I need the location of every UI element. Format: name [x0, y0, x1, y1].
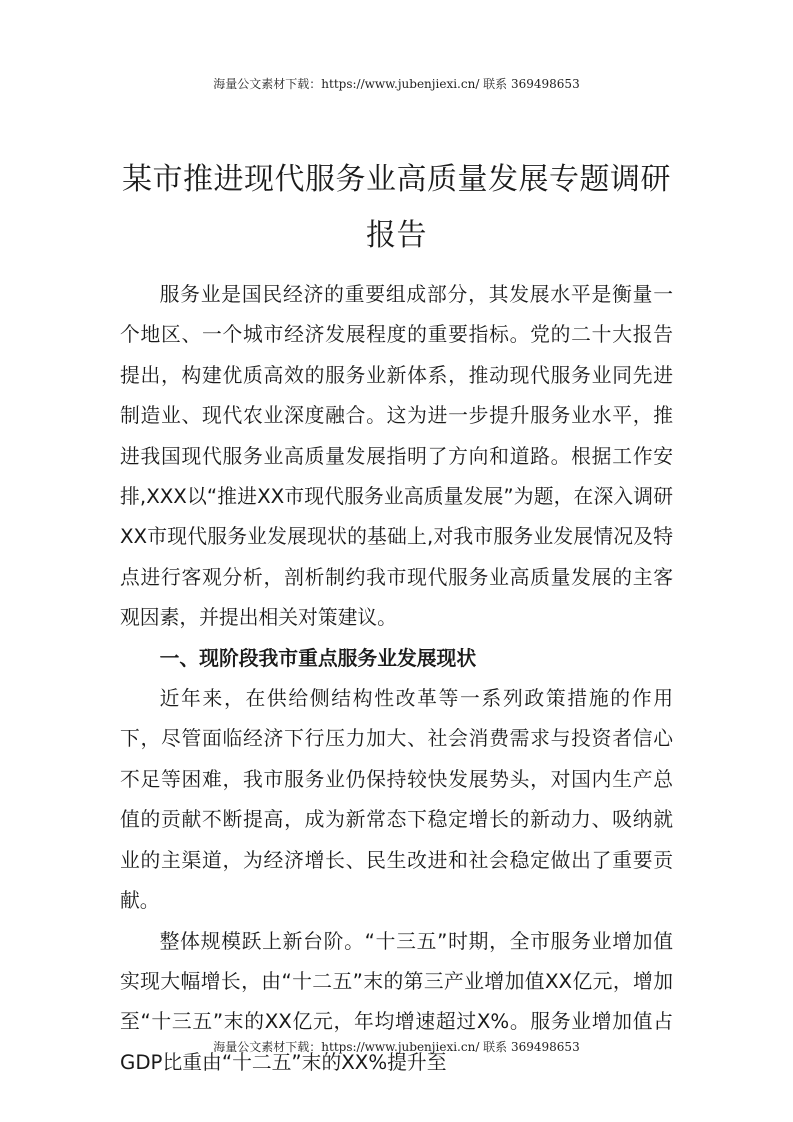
page-footer-note: 海量公文素材下载：https://www.jubenjiexi.cn/ 联系 369498653 [213, 1040, 580, 1054]
section-heading: 一、现阶段我市重点服务业发展现状 [159, 646, 477, 670]
paragraph-status: 近年来，在供给侧结构性改革等一系列政策措施的作用下，尽管面临经济下行压力加大、社会消费需求与投资者信心不足等困难，我市服务业仍保持较快发展势头，对国内生产总值的贡献不断提高，成为新常态下稳定增长的新动力、吸纳就业的主渠道，为经济增长、民生改进和社会稳定做出了重要贡献。 [120, 687, 673, 913]
paragraph-scale: 整体规模跃上新台阶。“十三五”时期，全市服务业增加值实现大幅增长，由“十二五”末的第三产业增加值XX亿元，增加至“十三五”末的XX亿元，年均增速超过X%。服务业增加值占GDP比重由“十二五”末的XX%提升至 [120, 929, 673, 1074]
page-header-note: 海量公文素材下载：https://www.jubenjiexi.cn/ 联系 369498653 [213, 77, 580, 91]
document-body [120, 275, 673, 1083]
document-title: 某市推进现代服务业高质量发展专题调研报告 [122, 162, 671, 254]
paragraph-intro: 服务业是国民经济的重要组成部分，其发展水平是衡量一个地区、一个城市经济发展程度的重要指标。党的二十大报告提出，构建优质高效的服务业新体系，推动现代服务业同先进制造业、现代农业深度融合。这为进一步提升服务业水平，推进我国现代服务业高质量发展指明了方向和道路。根据工作安排,XXX以“推进XX市现代服务业高质量发展”为题，在深入调研XX市现代服务业发展现状的基础上,对我市服务业发展情况及特点进行客观分析，剖析制约我市现代服务业高质量发展的主客观因素，并提出相关对策建议。 [120, 283, 673, 630]
